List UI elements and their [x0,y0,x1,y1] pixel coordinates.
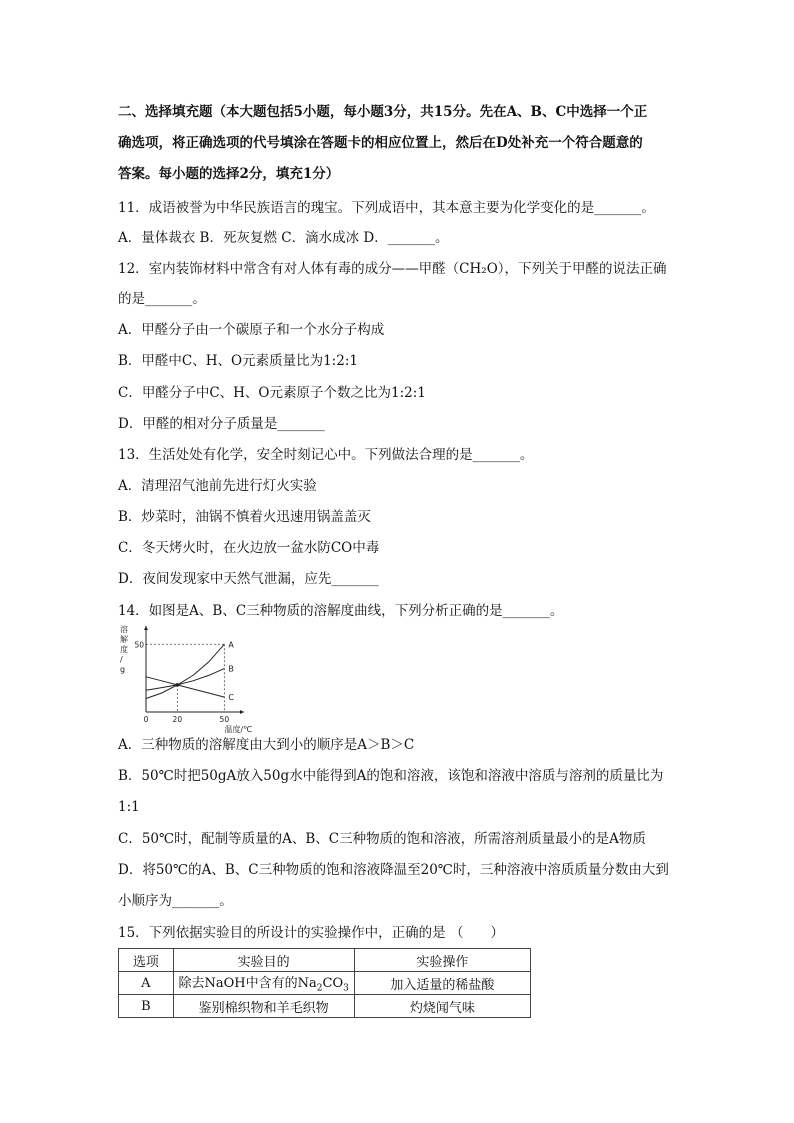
q13-stem: 13．生活处处有化学，安全时刻记心中。下列做法合理的是_______。 [118,447,534,463]
q13-option-b: B．炒菜时，油锅不慎着火迅速用锅盖盖灭 [118,509,371,525]
series-label-a: A [228,640,234,650]
y-axis-label-char: g [120,665,126,674]
q14-option-c: C．50℃时，配制等质量的A、B、C三种物质的饱和溶液，所需溶剂质量最小的是A物质 [118,831,646,847]
q13-option-d: D．夜间发现家中天然气泄漏，应先_______ [118,571,379,587]
x-tick-label: 20 [172,715,183,724]
series-label-b: B [228,664,234,674]
series-label-c: C [228,693,234,703]
q12-option-d: D．甲醛的相对分子质量是_______ [118,416,325,432]
q14-option-d-line-1: D．将50℃的A、B、C三种物质的饱和溶液降温至20℃时，三种溶液中溶质质量分数由大到 [118,862,669,878]
table-header-operation: 实验操作 [354,949,530,972]
q11-stem: 11．成语被誉为中华民族语言的瑰宝。下列成语中，其本意主要为化学变化的是_______。 [118,200,655,216]
purpose-text: 除去NaOH中含有的Na [178,976,317,992]
table-cell-operation: 灼烧闻气味 [354,995,530,1018]
q15-table [118,948,531,1018]
table-cell-option: B [119,995,174,1018]
x-tick-label: 0 [143,715,149,724]
y-axis-label-char: / [120,655,123,664]
q12-stem-line-2: 的是_______。 [118,291,206,307]
y-axis-label-char: 度 [120,645,128,654]
table-cell-operation: 加入适量的稀盐酸 [354,972,530,995]
series-line-a [146,644,224,698]
purpose-text-co: CO [322,976,344,992]
x-axis-label: 温度/℃ [224,725,253,734]
table-header-purpose: 实验目的 [173,949,354,972]
table-cell-option: A [119,972,174,995]
q12-stem-line-1: 12．室内装饰材料中常含有对人体有毒的成分——甲醛（CH₂O），下列关于甲醛的说法正确 [118,261,667,277]
x-axis-arrow [240,710,244,714]
table-header-option: 选项 [119,949,174,972]
q14-option-b-line-1: B．50℃时把50gA放入50g水中能得到A的饱和溶液，该饱和溶液中溶质与溶剂的质量比为 [118,768,664,784]
q13-option-c: C．冬天烤火时，在火边放一盆水防CO中毒 [118,540,380,556]
q14-option-a: A．三种物质的溶解度由大到小的顺序是A＞B＞C [118,737,415,753]
table-cell-purpose [173,972,354,995]
q14-option-b-line-2: 1:1 [118,799,140,815]
q12-option-b: B．甲醛中C、H、O元素质量比为1:2:1 [118,353,358,369]
x-tick-label: 50 [219,715,230,724]
y-axis-label-char: 解 [120,635,128,644]
section-header-line-3: 答案。每小题的选择2分，填充1分） [118,166,340,182]
subscript-3: 3 [343,983,349,994]
section-header-line-1: 二、选择填充题（本大题包括5小题，每小题3分，共15分。先在A、B、C中选择一个正 [118,104,648,120]
table-row [119,972,531,995]
q12-option-a: A．甲醛分子由一个碳原子和一个水分子构成 [118,322,385,338]
y-tick-label: 50 [134,640,144,650]
q15-stem: 15．下列依据实验目的所设计的实验操作中，正确的是 （ ） [118,925,504,941]
solubility-chart [118,622,253,734]
q13-option-a: A．清理沼气池前先进行灯火实验 [118,478,317,494]
y-axis-label-char: 溶 [120,625,128,634]
table-header-row [119,949,531,972]
subscript-2: 2 [316,983,323,994]
section-header-line-2: 确选项，将正确选项的代号填涂在答题卡的相应位置上，然后在D处补充一个符合题意的 [118,135,643,151]
solubility-chart-svg [118,622,253,734]
q14-stem: 14．如图是A、B、C三种物质的溶解度曲线，下列分析正确的是_______。 [118,603,564,619]
table-cell-purpose: 鉴别棉织物和羊毛织物 [173,995,354,1018]
q14-option-d-line-2: 小顺序为_______。 [118,893,233,909]
q11-options: A．量体裁衣 B．死灰复燃 C．滴水成冰 D．_______。 [118,230,449,246]
q12-option-c: C．甲醛分子中C、H、O元素原子个数之比为1:2:1 [118,385,426,401]
table-row [119,995,531,1018]
y-axis-arrow [144,626,148,630]
intersection-point [176,683,180,687]
